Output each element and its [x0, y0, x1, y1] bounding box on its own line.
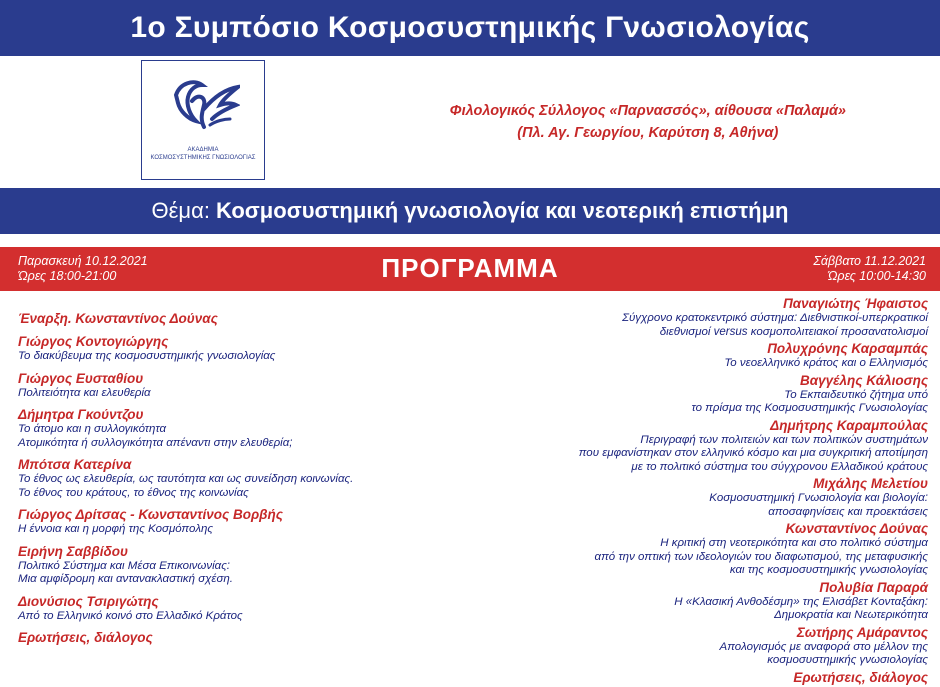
symposium-title: 1ο Συμπόσιο Κοσμοσυστημικής Γνωσιολογίας: [130, 11, 810, 44]
program-item: [18, 629, 468, 646]
symposium-title-banner: [0, 0, 940, 56]
speaker-name: Κωνσταντίνος Δούνας: [785, 521, 928, 536]
speaker-name: Πολυχρόνης Καρσαμπάς: [767, 341, 928, 356]
venue-line2: (Πλ. Αγ. Γεωργίου, Καρύτση 8, Αθήνα): [517, 125, 779, 141]
theme-banner: [0, 188, 940, 234]
talk-title-line: Το έθνος του κράτους, το έθνος της κοινωνίας: [18, 486, 249, 499]
speaker-name: Παναγιώτης Ήφαιστος: [783, 296, 928, 311]
talk-title-line: Το άτομο και η συλλογικότητα: [18, 423, 167, 435]
talk-title-line: το πρίσμα της Κοσμοσυστημικής Γνωσιολογίας: [691, 402, 928, 414]
program-item: [408, 295, 928, 339]
program-item: [18, 593, 468, 624]
academy-logo: [141, 60, 265, 180]
program-item: [408, 579, 928, 623]
program-banner: [0, 247, 940, 291]
speaker-name: Δημήτρης Καραμπούλας: [770, 417, 928, 433]
day2-schedule-header: [813, 254, 926, 284]
talk-title-line: Η κριτική στη νεοτερικότητα και στο πολιτικό σύστημα: [660, 537, 928, 549]
speaker-name: Δήμητρα Γκούντζου: [18, 407, 144, 422]
program-item: [18, 543, 468, 587]
program-item: [408, 417, 928, 475]
talk-title-line: κοσμοσυστημικής γνωσιολογίας: [767, 654, 928, 666]
talk-title-line: με το πολιτικό σύστημα του σύγχρονου Ελλαδικού κράτους: [631, 460, 928, 473]
talk-title-line: Απολογισμός με αναφορά στο μέλλον της: [719, 640, 928, 653]
program-item: [408, 475, 928, 519]
speaker-name: Σωτήρης Αμάραντος: [796, 624, 928, 640]
talk-title-line: Περιγραφή των πολιτειών και των πολιτικών συστημάτων: [640, 433, 928, 446]
talk-title-line: Δημοκρατία και Νεωτερικότητα: [774, 609, 928, 621]
talk-title-line: Κοσμοσυστημική Γνωσιολογία και βιολογία:: [709, 492, 928, 504]
venue-info: [450, 100, 846, 144]
program-item: [408, 340, 928, 371]
speaker-name: Γιώργος Δρίτσας - Κωνσταντίνος Βορβής: [18, 507, 283, 522]
talk-title-line: Η «Κλασική Ανθοδέσμη» της Ελισάβετ Κονταξάκη:: [674, 595, 928, 608]
day2-program-list: [408, 295, 928, 687]
program-item: [18, 456, 468, 500]
day1-date: Παρασκευή 10.12.2021: [18, 254, 148, 268]
talk-title-line: Πολιτειότητα και ελευθερία: [18, 386, 151, 399]
talk-title-line: από την οπτική των ιδεολογιών του διαφωτισμού, της μεταφυσικής: [594, 550, 928, 563]
talk-title-line: Σύγχρονο κρατοκεντρικό σύστημα: Διεθνιστικοί-υπερκρατικοί: [622, 312, 928, 324]
talk-title-line: Ατομικότητα ή συλλογικότητα απέναντι στην ελευθερία;: [18, 436, 293, 449]
program-item: [408, 624, 928, 668]
talk-title-line: και της κοσμοσυστημικής γνωσιολογίας: [729, 564, 928, 576]
speaker-name: Ειρήνη Σαββίδου: [18, 543, 128, 559]
talk-title-line: Το διακύβευμα της κοσμοσυστημικής γνωσιολογίας: [18, 350, 276, 362]
day2-hours: Ώρες 10:00-14:30: [827, 269, 926, 283]
speaker-name: Μιχάλης Μελετίου: [813, 476, 928, 491]
speaker-name: Ερωτήσεις, διάλογος: [793, 669, 928, 685]
speaker-name: Ερωτήσεις, διάλογος: [18, 630, 153, 645]
program-item: [18, 370, 468, 401]
day2-date: Σάββατο 11.12.2021: [813, 254, 926, 268]
talk-title-line: Το Εκπαιδευτικό ζήτημα υπό: [784, 388, 928, 401]
theme-title: Κοσμοσυστημική γνωσιολογία και νεοτερική επιστήμη: [215, 198, 789, 223]
program-item: [408, 372, 928, 416]
talk-title-line: Πολιτικό Σύστημα και Μέσα Επικοινωνίας:: [18, 559, 230, 572]
speaker-name: Πολυβία Παραρά: [819, 579, 928, 595]
program-item: [408, 520, 928, 578]
speaker-name: Γιώργος Κοντογιώργης: [18, 334, 169, 349]
pegasus-logo-icon: [170, 75, 240, 137]
talk-title-line: Μια αμφίδρομη και αντανακλαστική σχέση.: [18, 573, 233, 585]
speaker-name: Γιώργος Ευσταθίου: [18, 370, 144, 386]
talk-title-line: αποσαφηνίσεις και προεκτάσεις: [768, 505, 928, 518]
talk-title-line: που εμφανίστηκαν στον ελληνικό κόσμο και μια συγκριτική αποτίμηση: [578, 447, 928, 459]
logo-line2: ΚΟΣΜΟΣΥΣΤΗΜΙΚΗΣ ΓΝΩΣΙΟΛΟΓΙΑΣ: [150, 155, 256, 161]
speaker-name: Έναρξη. Κωνσταντίνος Δούνας: [18, 311, 218, 326]
theme-label: Θέμα:: [151, 198, 210, 223]
program-item: [18, 406, 468, 450]
speaker-name: Μπότσα Κατερίνα: [18, 457, 132, 472]
talk-title-line: Η έννοια και η μορφή της Κοσμόπολης: [18, 523, 213, 535]
program-item: [408, 669, 928, 686]
day1-hours: Ώρες 18:00-21:00: [18, 269, 117, 283]
program-item: [18, 333, 468, 364]
speaker-name: Διονύσιος Τσιριγώτης: [18, 593, 159, 609]
talk-title-line: Το νεοελληνικό κράτος και ο Ελληνισμός: [724, 357, 928, 369]
talk-title-line: Από το Ελληνικό κοινό στο Ελλαδικό Κράτος: [18, 609, 243, 622]
speaker-name: Βαγγέλης Κάλιοσης: [799, 372, 928, 388]
program-item: [18, 506, 468, 537]
program-title: ΠΡΟΓΡΑΜΜΑ: [381, 253, 559, 283]
talk-title-line: Το έθνος ως ελευθερία, ως ταυτότητα και ως συνείδηση κοινωνίας.: [18, 473, 354, 485]
venue-line1: Φιλολογικός Σύλλογος «Παρνασσός», αίθουσα «Παλαμά»: [449, 103, 846, 119]
program-item: [18, 310, 468, 327]
talk-title-line: διεθνισμοί versus κοσμοπολιτειακοί προσανατολισμοί: [659, 325, 928, 338]
logo-line1: ΑΚΑΔΗΜΙΑ: [187, 147, 219, 153]
day1-program-list: [18, 310, 468, 652]
